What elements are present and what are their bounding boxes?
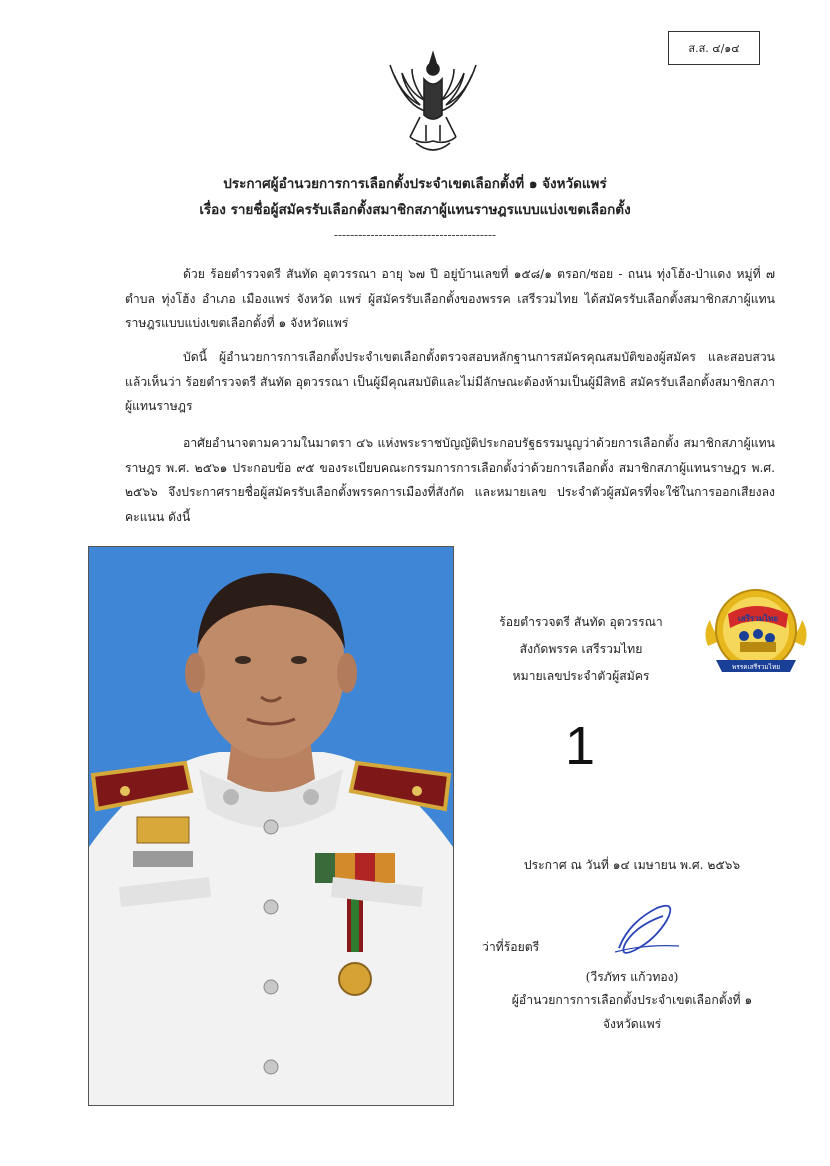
paragraph-legal-basis: อาศัยอำนาจตามความในมาตรา ๔๖ แห่งพระราชบัญญัติประกอบรัฐธรรมนูญว่าด้วยการเลือกตั้ง สมาชิกสภาผู้แทนราษฎร พ.ศ. ๒๕๖๑ ประกอบข้อ ๙๕ ของระเบียบคณะกรรมการการเลือกตั้งว่าด้วยการเลือกตั้ง สมาชิกสภาผู้แทนราษฎร พ.ศ. ๒๕๖๖ จึงประกาศรายชื่อผู้สมัครรับเลือกตั้งพรรคการเมืองที่สังกัด และหมายเลข ประจำตัวผู้สมัครที่จะใช้ในการออกเสียงลงคะแนน ดังนี้ <box>125 436 775 524</box>
paragraph-qualification: บัดนี้ ผู้อำนวยการการเลือกตั้งประจำเขตเลือกตั้งตรวจสอบหลักฐานการสมัครคุณสมบัติของผู้สมัคร และสอบสวนแล้วเห็นว่า ร้อยตำรวจตรี สันทัด อุตวรรณา เป็นผู้มีคุณสมบัติและไม่มีลักษณะต้องห้ามเป็นผู้มีสิทธิ สมัครรับเลือกตั้งสมาชิกสภาผู้แทนราษฎร <box>125 350 775 413</box>
garuda-emblem-icon <box>380 45 486 157</box>
announcement-title: ประกาศผู้อำนวยการการเลือกตั้งประจำเขตเลือกตั้งที่ ๑ จังหวัดแพร่ <box>223 176 607 192</box>
signer-name: (วีรภัทร แก้วทอง) <box>585 970 679 984</box>
candidate-photo <box>88 546 454 1106</box>
announcement-date: ประกาศ ณ วันที่ ๑๔ เมษายน พ.ศ. ๒๕๖๖ <box>523 858 741 872</box>
form-code-box: ส.ส. ๔/๑๔ <box>668 31 760 65</box>
signer-province: จังหวัดแพร่ <box>602 1017 662 1031</box>
candidate-number-label: หมายเลขประจำตัวผู้สมัคร <box>512 669 650 683</box>
party-logo-icon <box>700 584 812 680</box>
candidate-party: สังกัดพรรค เสรีรวมไทย <box>519 642 643 656</box>
announcement-subject: เรื่อง รายชื่อผู้สมัครรับเลือกตั้งสมาชิกสภาผู้แทนราษฎรแบบแบ่งเขตเลือกตั้ง <box>199 202 631 218</box>
paragraph-application: ด้วย ร้อยตำรวจตรี สันทัด อุตวรรณา อายุ ๖๗ ปี อยู่บ้านเลขที่ ๑๕๘/๑ ตรอก/ซอย - ถนน ทุ่งโฮ้ง-ป่าแดง หมู่ที่ ๗ ตำบล ทุ่งโฮ้ง อำเภอ เมืองแพร่ จังหวัด แพร่ ผู้สมัครรับเลือกตั้งของพรรค เสรีรวมไทย ได้สมัครรับเลือกตั้งสมาชิกสภาผู้แทนราษฎรแบบแบ่งเขตเลือกตั้งที่ ๑ จังหวัดแพร่ <box>125 267 775 330</box>
signature-icon <box>605 902 685 958</box>
candidate-number: 1 <box>564 716 596 776</box>
party-logo-text: เสรีรวมไทย <box>738 614 778 623</box>
title-separator: ---------------------------------------- <box>333 228 497 242</box>
candidate-name: ร้อยตำรวจตรี สันทัด อุตวรรณา <box>499 615 663 629</box>
acting-rank: ว่าที่ร้อยตรี <box>482 940 540 954</box>
signer-position: ผู้อำนวยการการเลือกตั้งประจำเขตเลือกตั้งที่ ๑ <box>511 993 753 1007</box>
party-logo-banner: พรรคเสรีรวมไทย <box>731 663 781 671</box>
